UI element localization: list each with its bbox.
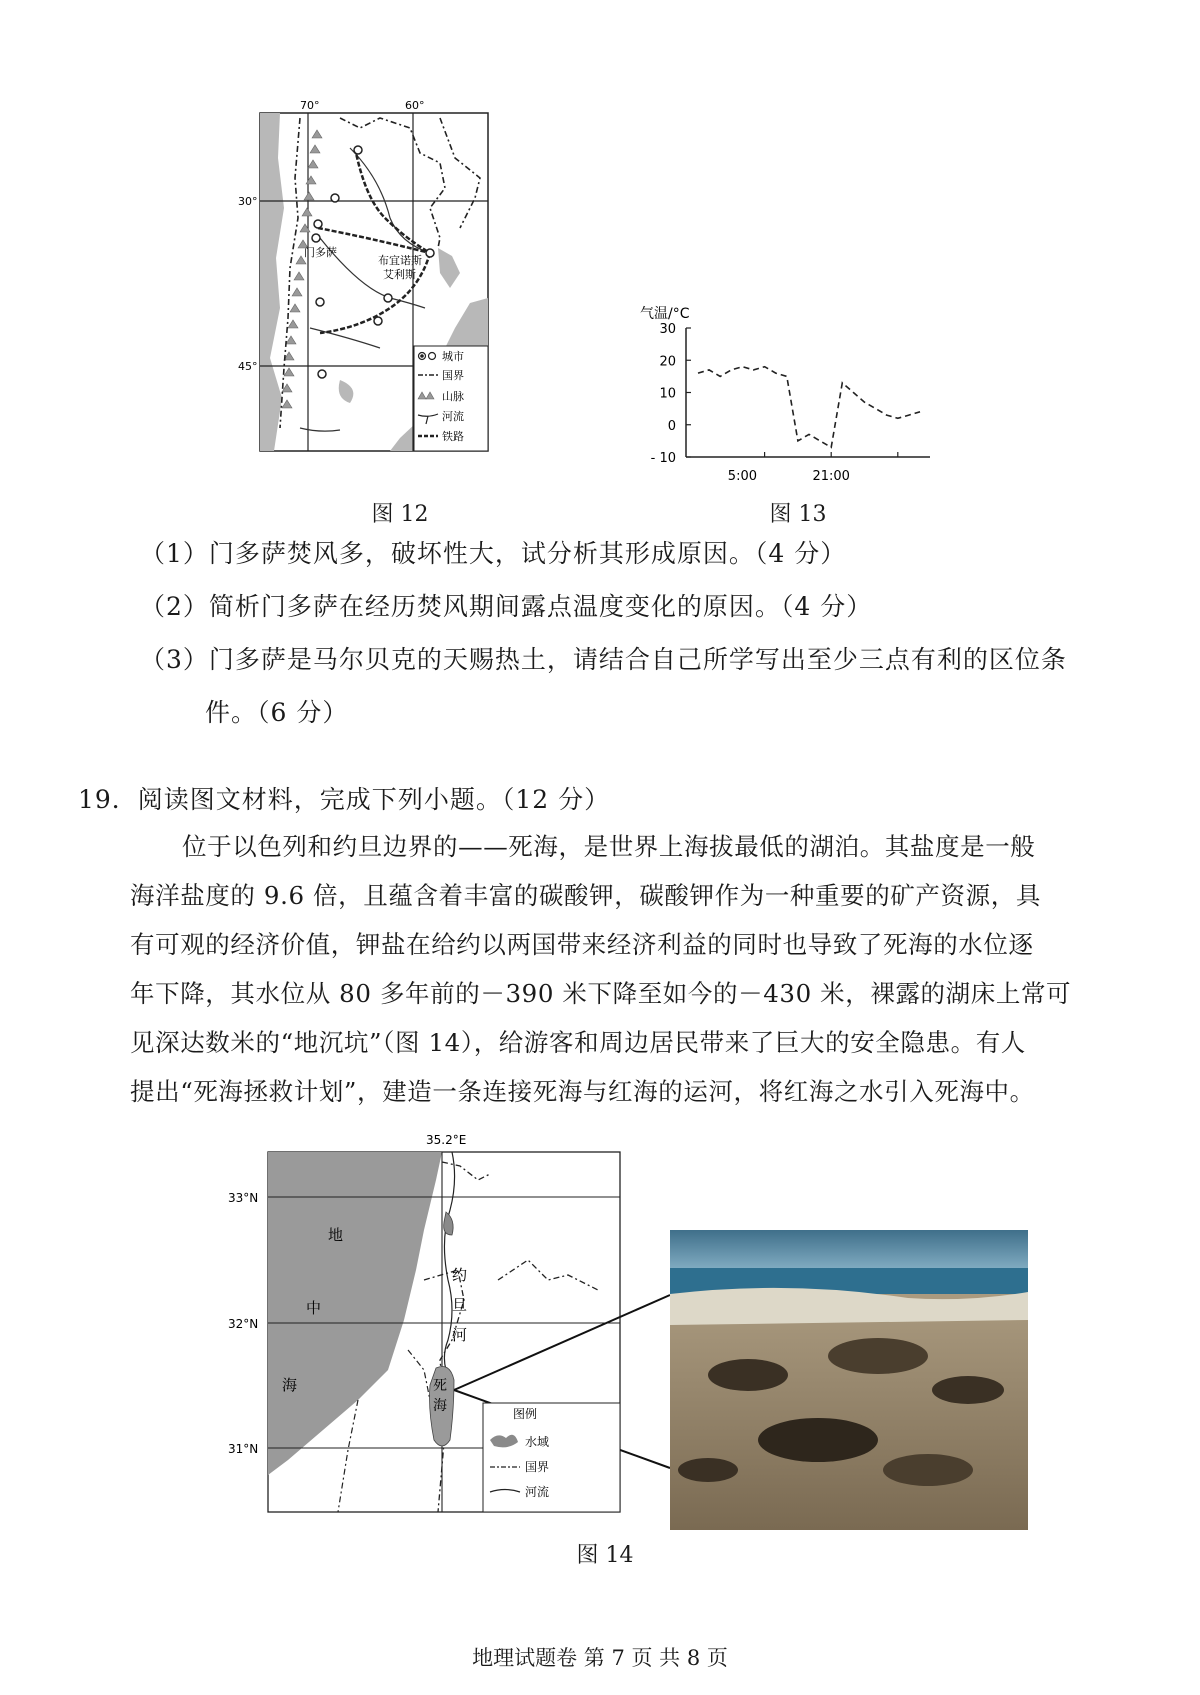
river-char-1: 约 [452,1266,468,1284]
lon-label-70: 70° [300,99,320,112]
sea-char-2: 中 [306,1299,322,1317]
y-tick-label: - 10 [650,451,676,466]
city-label-mendoza: 门多萨 [304,246,337,259]
figure-12-map [240,98,530,463]
legend-border: 国界 [442,369,464,382]
lat-label-31: 31°N [228,1442,259,1456]
lake-char-1: 死 [433,1378,447,1394]
q19-line-3: 有可观的经济价值，钾盐在给约以两国带来经济利益的同时也导致了死海的水位逐 [130,930,1034,959]
q19-line-4: 年下降，其水位从 80 多年前的－390 米下降至如今的－430 米，裸露的湖床上常可 [130,979,1072,1008]
legend-river: 河流 [442,410,464,423]
lat-label-32: 32°N [228,1317,259,1331]
y-tick-label: 30 [659,322,676,337]
sinkhole-photo [670,1230,1028,1530]
q19-line-2: 海洋盐度的 9.6 倍，且蕴含着丰富的碳酸钾，碳酸钾作为一种重要的矿产资源，具 [130,881,1041,910]
legend-river: 河流 [525,1485,550,1499]
q19-paragraph [130,822,1130,1116]
lake-char-2: 海 [433,1398,447,1414]
page-footer: 地理试题卷 第 7 页 共 8 页 [472,1646,728,1670]
legend-border: 国界 [525,1460,550,1474]
river-char-3: 河 [452,1326,468,1344]
y-tick-label: 20 [659,354,676,370]
figure-13-caption: 图 13 [769,502,827,527]
city-label-buenos-1: 布宜诺斯 [378,254,422,267]
x-tick-label: 21:00 [812,469,850,484]
sea-char-3: 海 [282,1376,298,1394]
lon-label-60: 60° [405,99,425,112]
y-tick-label: 10 [659,386,676,402]
q18-item-2: （2）简析门多萨在经历焚风期间露点温度变化的原因。（4 分） [140,592,873,621]
lat-label-33: 33°N [228,1191,259,1205]
city-label-buenos-2: 艾利斯 [383,268,416,281]
q19-line-5: 见深达数米的“地沉坑”（图 14），给游客和周边居民带来了巨大的安全隐患。有人 [130,1028,1026,1057]
legend-title: 图例 [513,1407,538,1421]
river-char-2: 旦 [452,1296,468,1314]
figure-12-caption: 图 12 [371,502,429,527]
q19-line-1: 位于以色列和约旦边界的——死海，是世界上海拔最低的湖泊。其盐度是一般 [182,832,1036,861]
q18-item-3-cont: 件。（6 分） [205,698,349,727]
legend-city: 城市 [442,350,464,363]
lon-label-35-2: 35.2°E [426,1133,467,1147]
q18-item-1: （1）门多萨焚风多，破坏性大，试分析其形成原因。（4 分） [140,539,847,568]
q19-line-6: 提出“死海拯救计划”，建造一条连接死海与红海的运河，将红海之水引入死海中。 [130,1077,1035,1106]
legend-railway: 铁路 [442,430,464,443]
sea-char-1: 地 [328,1226,344,1244]
temperature-series-line [698,367,920,448]
chart-ylabel: 气温/°C [640,306,690,322]
legend-water: 水域 [525,1435,550,1449]
y-tick-label: 0 [667,418,676,434]
figure-14-map [228,1130,1088,1525]
figure-13-chart [640,300,940,484]
figure-14-caption: 图 14 [576,1543,634,1568]
lat-label-30: 30° [238,195,258,208]
x-tick-label: 5:00 [727,469,758,484]
legend-mountain: 山脉 [442,390,464,403]
q18-item-3: （3）门多萨是马尔贝克的天赐热土，请结合自己所学写出至少三点有利的区位条 [140,645,1067,674]
q19-heading: 19．阅读图文材料，完成下列小题。（12 分） [78,785,611,814]
lat-label-45: 45° [238,360,258,373]
